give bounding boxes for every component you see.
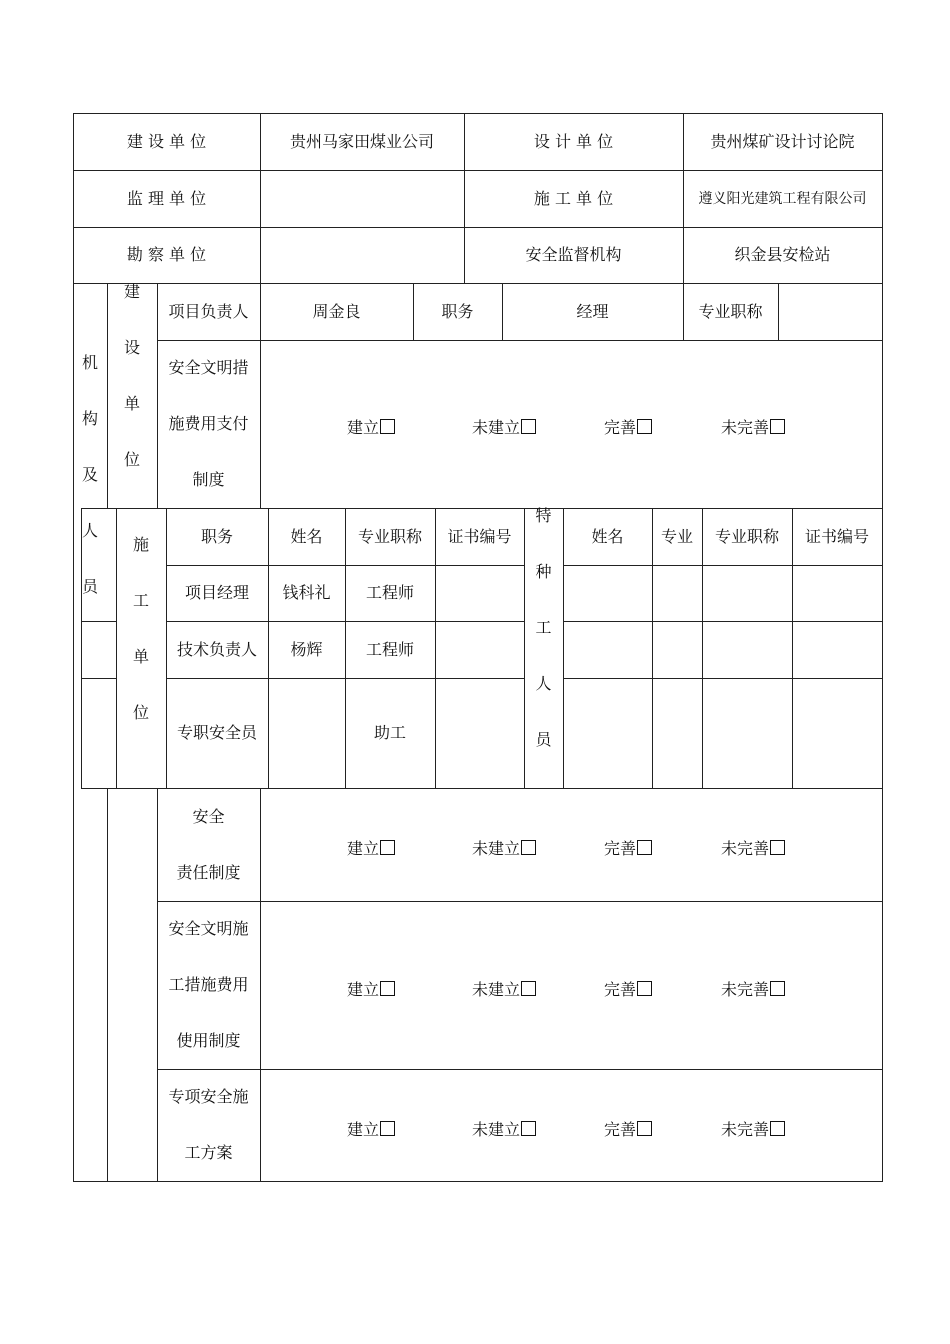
- row-pm-name: 钱科礼: [282, 583, 331, 602]
- special-col-title-header: 专业职称: [714, 526, 779, 546]
- checkbox-perfect[interactable]: [637, 840, 652, 855]
- project-leader-name: 周金良: [312, 301, 361, 321]
- project-leader-label: 项目负责人: [168, 301, 249, 321]
- contractor-unit-label: 施 工 单 位: [132, 535, 149, 722]
- checkbox-not-established[interactable]: [521, 419, 536, 434]
- row-tech-name: 杨辉: [290, 639, 323, 659]
- row-safety-name: [268, 678, 345, 788]
- checkbox-established[interactable]: [380, 1121, 395, 1136]
- row-safety-position: 专职安全员: [176, 723, 257, 742]
- design-unit-label: 设 计 单 位: [533, 131, 614, 151]
- professional-title-label: 专业职称: [698, 301, 763, 321]
- safety-responsibility-options: 建立 未建立 完善 未完善: [261, 836, 882, 856]
- checkbox-not-perfect[interactable]: [770, 1121, 785, 1136]
- special-plan-options: 建立 未建立 完善 未完善: [261, 1117, 882, 1137]
- fee-usage-system-label: 安全文明施 工措施费用 使用制度: [168, 919, 249, 1050]
- option-established: 建立: [347, 415, 395, 438]
- row-tech-cert: [435, 621, 524, 678]
- builder-unit-value: 遵义阳光建筑工程有限公司: [698, 190, 867, 207]
- row-safety-title: 助工: [373, 723, 406, 742]
- safety-agency-label: 安全监督机构: [525, 245, 622, 264]
- col-title-header: 专业职称: [357, 526, 422, 546]
- checkbox-not-established[interactable]: [521, 840, 536, 855]
- builder-unit-label: 施 工 单 位: [533, 188, 614, 208]
- fee-payment-system-label: 安全文明措 施费用支付 制度: [168, 358, 249, 489]
- row-pm-position: 项目经理: [184, 583, 249, 602]
- safety-responsibility-label: 安全 责任制度: [176, 806, 241, 882]
- row-pm-cert: [435, 565, 524, 621]
- owner-unit-label: 建 设 单 位: [123, 282, 140, 469]
- col-position-header: 职务: [200, 526, 233, 546]
- checkbox-perfect[interactable]: [637, 981, 652, 996]
- row-pm-title: 工程师: [365, 583, 414, 602]
- row-tech-title: 工程师: [365, 639, 414, 659]
- checkbox-established[interactable]: [380, 981, 395, 996]
- org-personnel-label: 机 构 及 人 员: [81, 353, 98, 596]
- position-value: 经理: [576, 301, 609, 321]
- col-cert-header: 证书编号: [447, 526, 512, 546]
- checkbox-not-perfect[interactable]: [770, 419, 785, 434]
- col-name-header: 姓名: [290, 526, 323, 546]
- checkbox-established[interactable]: [380, 419, 395, 434]
- professional-title-value: [778, 283, 882, 340]
- checkbox-not-perfect[interactable]: [770, 840, 785, 855]
- row-safety-cert: [435, 678, 524, 788]
- construction-unit-value: 贵州马家田煤业公司: [289, 131, 434, 151]
- safety-agency-value: 织金县安检站: [734, 245, 831, 264]
- checkbox-perfect[interactable]: [637, 419, 652, 434]
- checkbox-established[interactable]: [380, 840, 395, 855]
- option-not-perfect: 未完善: [721, 415, 785, 438]
- special-col-cert-header: 证书编号: [804, 526, 869, 546]
- option-not-established: 未建立: [472, 415, 536, 438]
- row-tech-position: 技术负责人: [176, 639, 257, 659]
- construction-unit-label: 建 设 单 位: [126, 131, 207, 151]
- special-plan-label: 专项安全施 工方案: [168, 1087, 249, 1162]
- checkbox-not-established[interactable]: [521, 981, 536, 996]
- special-workers-label: 特 种 工 人 员: [535, 506, 552, 749]
- checkbox-not-established[interactable]: [521, 1121, 536, 1136]
- special-col-name-header: 姓名: [591, 526, 624, 546]
- checkbox-not-perfect[interactable]: [770, 981, 785, 996]
- survey-unit-value: [260, 227, 464, 283]
- supervision-unit-value: [260, 170, 464, 227]
- fee-payment-options: [261, 415, 882, 435]
- survey-unit-label: 勘 察 单 位: [126, 245, 207, 264]
- position-label: 职务: [441, 301, 474, 321]
- design-unit-value: 贵州煤矿设计讨论院: [710, 131, 855, 151]
- special-col-major-header: 专业: [660, 526, 693, 546]
- option-perfect: 完善: [604, 415, 652, 438]
- supervision-unit-label: 监 理 单 位: [126, 188, 207, 208]
- checkbox-perfect[interactable]: [637, 1121, 652, 1136]
- fee-usage-options: 建立 未建立 完善 未完善: [261, 977, 882, 997]
